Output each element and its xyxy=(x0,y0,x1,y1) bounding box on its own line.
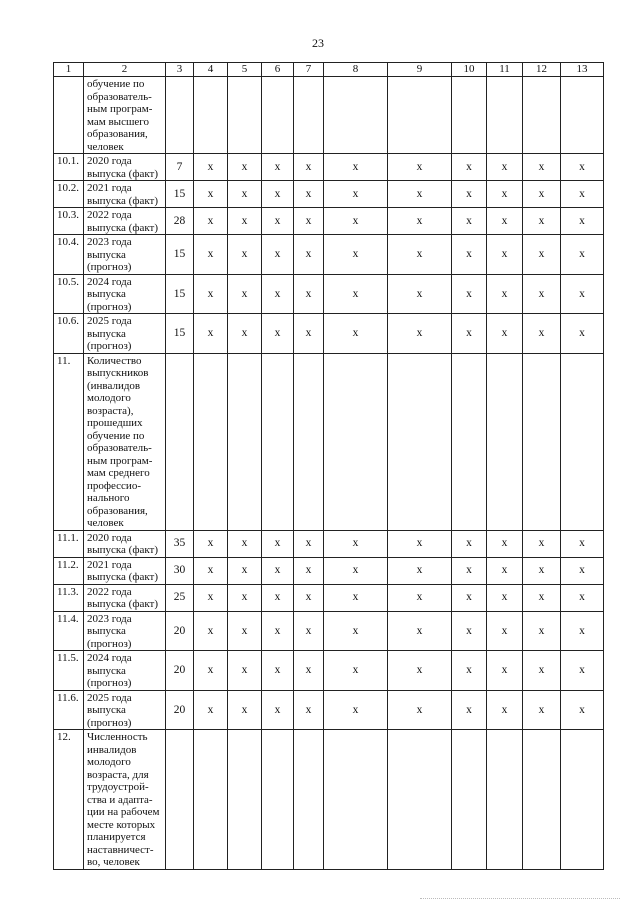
value-cell: х xyxy=(487,690,523,730)
count-cell xyxy=(166,353,194,530)
value-cell: х xyxy=(523,314,561,354)
value-cell: х xyxy=(452,181,487,208)
indicator-name-line: Численность xyxy=(87,731,148,743)
indicator-name-line: 2024 года xyxy=(87,652,132,664)
table-row xyxy=(54,651,604,691)
value-cell: х xyxy=(388,690,452,730)
value-cell: х xyxy=(523,651,561,691)
value-cell: х xyxy=(228,274,262,314)
value-cell: х xyxy=(561,208,604,235)
table-row xyxy=(54,235,604,275)
value-cell: х xyxy=(561,314,604,354)
indicator-name-cell xyxy=(84,208,166,235)
indicator-name-line: прошедших xyxy=(87,417,143,429)
indicator-name-line: выпуска (факт) xyxy=(87,221,159,234)
value-cell: х xyxy=(294,235,324,275)
value-cell: х xyxy=(324,651,388,691)
value-cell: х xyxy=(262,584,294,611)
data-table xyxy=(53,62,604,870)
value-cell: х xyxy=(194,181,228,208)
value-cell xyxy=(228,77,262,154)
value-cell: х xyxy=(388,557,452,584)
indicator-name-line: 2021 года xyxy=(87,182,132,194)
indicator-name-line: 2020 года xyxy=(87,531,132,544)
value-cell: х xyxy=(452,274,487,314)
value-cell: х xyxy=(194,584,228,611)
row-number-cell: 10.5. xyxy=(54,274,84,314)
value-cell: х xyxy=(294,181,324,208)
value-cell xyxy=(294,77,324,154)
count-cell: 20 xyxy=(166,611,194,651)
value-cell: х xyxy=(324,611,388,651)
value-cell: х xyxy=(194,154,228,181)
indicator-name-cell xyxy=(84,235,166,275)
column-number-cell: 7 xyxy=(294,63,324,77)
indicator-name-line: выпуска xyxy=(87,625,126,637)
value-cell: х xyxy=(194,651,228,691)
value-cell: х xyxy=(523,274,561,314)
indicator-name-line: ства и адапта- xyxy=(87,793,153,806)
count-cell: 7 xyxy=(166,154,194,181)
value-cell: х xyxy=(194,690,228,730)
indicator-name-line: (прогноз) xyxy=(87,716,132,729)
table-row xyxy=(54,181,604,208)
row-number-cell: 11.6. xyxy=(54,690,84,730)
value-cell: х xyxy=(452,530,487,557)
indicator-name-line: 2023 года xyxy=(87,612,132,625)
value-cell: х xyxy=(262,611,294,651)
indicator-name-line: профессио- xyxy=(87,479,141,492)
value-cell xyxy=(324,77,388,154)
indicator-name-line: мам среднего xyxy=(87,467,150,479)
indicator-name-line: 2020 года xyxy=(87,155,132,167)
column-number-row xyxy=(54,63,604,77)
value-cell: х xyxy=(262,181,294,208)
value-cell: х xyxy=(262,557,294,584)
value-cell: х xyxy=(487,530,523,557)
value-cell xyxy=(523,77,561,154)
value-cell: х xyxy=(487,584,523,611)
value-cell xyxy=(228,353,262,530)
value-cell: х xyxy=(294,208,324,235)
table-row xyxy=(54,274,604,314)
value-cell: х xyxy=(294,154,324,181)
count-cell: 15 xyxy=(166,235,194,275)
indicator-name-line: выпуска (факт) xyxy=(87,167,159,180)
column-number-cell: 11 xyxy=(487,63,523,77)
value-cell: х xyxy=(523,690,561,730)
table-row xyxy=(54,690,604,730)
value-cell: х xyxy=(324,208,388,235)
table-row xyxy=(54,611,604,651)
indicator-name-line: выпускников xyxy=(87,367,149,379)
indicator-name-cell xyxy=(84,314,166,354)
value-cell: х xyxy=(228,314,262,354)
indicator-name-line: планируется xyxy=(87,831,146,843)
value-cell: х xyxy=(294,651,324,691)
indicator-name-line: (инвалидов xyxy=(87,379,141,392)
row-number-cell: 11.3. xyxy=(54,584,84,611)
indicator-name-line: ным програм- xyxy=(87,103,153,115)
indicator-name-line: (прогноз) xyxy=(87,340,132,352)
indicator-name-line: 2022 года xyxy=(87,585,132,598)
indicator-name-line: ции на рабочем xyxy=(87,806,160,818)
count-cell: 28 xyxy=(166,208,194,235)
indicator-name-line: выпуска xyxy=(87,664,126,677)
indicator-name-line: инвалидов xyxy=(87,743,137,756)
value-cell xyxy=(452,353,487,530)
value-cell xyxy=(388,353,452,530)
value-cell xyxy=(487,730,523,870)
row-number-cell: 10.3. xyxy=(54,208,84,235)
indicator-name-line: Количество xyxy=(87,354,142,367)
value-cell: х xyxy=(262,235,294,275)
value-cell xyxy=(324,353,388,530)
count-cell: 15 xyxy=(166,274,194,314)
value-cell: х xyxy=(194,314,228,354)
value-cell: х xyxy=(262,274,294,314)
value-cell xyxy=(388,77,452,154)
row-number-cell: 10.2. xyxy=(54,181,84,208)
indicator-name-line: (прогноз) xyxy=(87,677,132,689)
value-cell: х xyxy=(452,154,487,181)
column-number-cell: 5 xyxy=(228,63,262,77)
indicator-name-line: образователь- xyxy=(87,90,152,103)
value-cell: х xyxy=(388,208,452,235)
table-row xyxy=(54,530,604,557)
value-cell: х xyxy=(324,530,388,557)
value-cell: х xyxy=(262,314,294,354)
value-cell: х xyxy=(228,208,262,235)
value-cell: х xyxy=(262,208,294,235)
value-cell: х xyxy=(388,181,452,208)
indicator-name-line: (прогноз) xyxy=(87,637,132,650)
value-cell: х xyxy=(262,690,294,730)
value-cell: х xyxy=(228,690,262,730)
value-cell: х xyxy=(561,651,604,691)
value-cell: х xyxy=(523,208,561,235)
value-cell: х xyxy=(324,154,388,181)
indicator-name-line: человек xyxy=(87,140,124,153)
indicator-name-cell xyxy=(84,651,166,691)
value-cell: х xyxy=(388,314,452,354)
value-cell: х xyxy=(262,651,294,691)
indicator-name-cell xyxy=(84,557,166,584)
value-cell: х xyxy=(388,530,452,557)
column-number-cell: 8 xyxy=(324,63,388,77)
indicator-name-line: 2022 года xyxy=(87,209,132,221)
row-number-cell: 10.6. xyxy=(54,314,84,354)
indicator-name-cell xyxy=(84,611,166,651)
indicator-name-line: нального xyxy=(87,492,130,504)
value-cell: х xyxy=(561,530,604,557)
count-cell: 20 xyxy=(166,690,194,730)
value-cell: х xyxy=(523,611,561,651)
indicator-name-line: возраста, для xyxy=(87,768,149,781)
table-row xyxy=(54,314,604,354)
indicator-name-line: образователь- xyxy=(87,442,152,454)
value-cell xyxy=(487,353,523,530)
value-cell: х xyxy=(487,274,523,314)
row-number-cell: 11.2. xyxy=(54,557,84,584)
value-cell: х xyxy=(262,154,294,181)
indicator-name-line: образования, xyxy=(87,504,148,517)
indicator-name-cell xyxy=(84,181,166,208)
count-cell: 15 xyxy=(166,181,194,208)
column-number-cell: 12 xyxy=(523,63,561,77)
value-cell xyxy=(262,730,294,870)
count-cell: 20 xyxy=(166,651,194,691)
count-cell: 30 xyxy=(166,557,194,584)
indicator-name-line: наставничест- xyxy=(87,843,154,856)
value-cell: х xyxy=(523,154,561,181)
count-cell: 25 xyxy=(166,584,194,611)
row-number-cell: 10.1. xyxy=(54,154,84,181)
table-row xyxy=(54,353,604,530)
value-cell xyxy=(523,353,561,530)
value-cell: х xyxy=(487,651,523,691)
column-number-cell: 10 xyxy=(452,63,487,77)
indicator-name-line: мам высшего xyxy=(87,115,150,128)
value-cell: х xyxy=(561,611,604,651)
column-number-cell: 9 xyxy=(388,63,452,77)
value-cell: х xyxy=(487,181,523,208)
row-number-cell: 11. xyxy=(54,353,84,530)
value-cell: х xyxy=(487,557,523,584)
indicator-name-line: обучение по xyxy=(87,429,145,442)
value-cell: х xyxy=(324,584,388,611)
value-cell: х xyxy=(388,651,452,691)
value-cell: х xyxy=(194,274,228,314)
value-cell: х xyxy=(228,154,262,181)
value-cell: х xyxy=(294,530,324,557)
indicator-name-line: выпуска (факт) xyxy=(87,571,159,583)
row-number-cell xyxy=(54,77,84,154)
table-row xyxy=(54,584,604,611)
value-cell: х xyxy=(523,530,561,557)
value-cell: х xyxy=(487,154,523,181)
indicator-name-line: 2025 года xyxy=(87,315,132,327)
value-cell: х xyxy=(487,208,523,235)
indicator-name-line: обучение по xyxy=(87,78,145,90)
indicator-name-line: 2023 года xyxy=(87,236,132,248)
value-cell: х xyxy=(487,235,523,275)
column-number-cell: 6 xyxy=(262,63,294,77)
value-cell xyxy=(194,730,228,870)
row-number-cell: 11.5. xyxy=(54,651,84,691)
indicator-name-line: образования, xyxy=(87,128,148,140)
value-cell xyxy=(194,77,228,154)
indicator-name-line: трудоустрой- xyxy=(87,781,149,793)
value-cell xyxy=(194,353,228,530)
value-cell xyxy=(262,353,294,530)
value-cell: х xyxy=(294,557,324,584)
indicator-name-line: (прогноз) xyxy=(87,261,132,273)
value-cell xyxy=(561,353,604,530)
value-cell: х xyxy=(452,314,487,354)
value-cell: х xyxy=(228,235,262,275)
count-cell: 35 xyxy=(166,530,194,557)
column-number-cell: 3 xyxy=(166,63,194,77)
value-cell xyxy=(294,353,324,530)
value-cell xyxy=(324,730,388,870)
indicator-name-line: человек xyxy=(87,517,124,529)
scan-artifact xyxy=(420,898,620,901)
value-cell: х xyxy=(561,181,604,208)
value-cell: х xyxy=(228,181,262,208)
table-row xyxy=(54,730,604,870)
indicator-name-line: ным програм- xyxy=(87,454,153,467)
indicator-name-line: 2021 года xyxy=(87,558,132,571)
value-cell xyxy=(452,77,487,154)
value-cell: х xyxy=(452,235,487,275)
value-cell: х xyxy=(194,208,228,235)
indicator-name-line: 2024 года xyxy=(87,275,132,288)
value-cell xyxy=(561,730,604,870)
value-cell: х xyxy=(194,611,228,651)
table-row xyxy=(54,557,604,584)
column-number-cell: 4 xyxy=(194,63,228,77)
indicator-name-line: месте которых xyxy=(87,818,156,831)
value-cell: х xyxy=(324,314,388,354)
value-cell: х xyxy=(262,530,294,557)
value-cell: х xyxy=(561,584,604,611)
count-cell: 15 xyxy=(166,314,194,354)
value-cell: х xyxy=(487,314,523,354)
row-number-cell: 11.1. xyxy=(54,530,84,557)
value-cell: х xyxy=(523,235,561,275)
indicator-name-cell xyxy=(84,530,166,557)
value-cell: х xyxy=(561,274,604,314)
value-cell: х xyxy=(561,690,604,730)
count-cell xyxy=(166,730,194,870)
value-cell: х xyxy=(324,690,388,730)
value-cell: х xyxy=(388,154,452,181)
value-cell: х xyxy=(388,611,452,651)
indicator-name-line: выпуска xyxy=(87,327,126,340)
value-cell xyxy=(294,730,324,870)
value-cell: х xyxy=(452,208,487,235)
value-cell xyxy=(228,730,262,870)
value-cell: х xyxy=(294,690,324,730)
value-cell: х xyxy=(228,611,262,651)
value-cell: х xyxy=(228,651,262,691)
indicator-name-line: выпуска (факт) xyxy=(87,544,159,556)
value-cell xyxy=(452,730,487,870)
page-number: 23 xyxy=(312,36,324,50)
indicator-name-line: выпуска (факт) xyxy=(87,194,159,207)
indicator-name-cell xyxy=(84,353,166,530)
value-cell: х xyxy=(452,611,487,651)
value-cell: х xyxy=(194,530,228,557)
value-cell: х xyxy=(194,557,228,584)
table-body xyxy=(54,63,604,870)
indicator-name-line: возраста), xyxy=(87,404,134,417)
value-cell: х xyxy=(324,557,388,584)
column-number-cell: 13 xyxy=(561,63,604,77)
value-cell xyxy=(388,730,452,870)
value-cell: х xyxy=(388,274,452,314)
value-cell: х xyxy=(194,235,228,275)
column-number-cell: 2 xyxy=(84,63,166,77)
indicator-name-cell xyxy=(84,584,166,611)
value-cell xyxy=(262,77,294,154)
value-cell xyxy=(561,77,604,154)
indicator-name-line: 2025 года xyxy=(87,691,132,704)
indicator-name-line: выпуска xyxy=(87,704,126,716)
indicator-name-line: выпуска (факт) xyxy=(87,598,159,610)
value-cell: х xyxy=(228,530,262,557)
value-cell xyxy=(487,77,523,154)
value-cell: х xyxy=(294,274,324,314)
row-number-cell: 12. xyxy=(54,730,84,870)
count-cell xyxy=(166,77,194,154)
row-number-cell: 10.4. xyxy=(54,235,84,275)
indicator-name-line: (прогноз) xyxy=(87,300,132,313)
value-cell: х xyxy=(294,314,324,354)
value-cell: х xyxy=(523,181,561,208)
value-cell: х xyxy=(452,651,487,691)
value-cell: х xyxy=(452,584,487,611)
indicator-name-cell xyxy=(84,730,166,870)
value-cell: х xyxy=(388,584,452,611)
indicator-name-line: молодого xyxy=(87,392,131,404)
indicator-name-cell xyxy=(84,690,166,730)
indicator-name-line: молодого xyxy=(87,756,131,768)
value-cell: х xyxy=(561,154,604,181)
indicator-name-line: во, человек xyxy=(87,856,140,868)
indicator-name-cell xyxy=(84,77,166,154)
value-cell: х xyxy=(324,235,388,275)
value-cell: х xyxy=(452,557,487,584)
value-cell: х xyxy=(228,584,262,611)
table-row xyxy=(54,77,604,154)
value-cell: х xyxy=(523,557,561,584)
indicator-name-cell xyxy=(84,274,166,314)
column-number-cell: 1 xyxy=(54,63,84,77)
value-cell: х xyxy=(294,584,324,611)
table-row xyxy=(54,154,604,181)
indicator-name-line: выпуска xyxy=(87,288,126,300)
value-cell: х xyxy=(523,584,561,611)
value-cell xyxy=(523,730,561,870)
table-row xyxy=(54,208,604,235)
row-number-cell: 11.4. xyxy=(54,611,84,651)
value-cell: х xyxy=(294,611,324,651)
value-cell: х xyxy=(324,181,388,208)
value-cell: х xyxy=(452,690,487,730)
value-cell: х xyxy=(561,235,604,275)
indicator-name-cell xyxy=(84,154,166,181)
indicator-name-line: выпуска xyxy=(87,248,126,261)
value-cell: х xyxy=(487,611,523,651)
value-cell: х xyxy=(324,274,388,314)
value-cell: х xyxy=(561,557,604,584)
value-cell: х xyxy=(228,557,262,584)
value-cell: х xyxy=(388,235,452,275)
